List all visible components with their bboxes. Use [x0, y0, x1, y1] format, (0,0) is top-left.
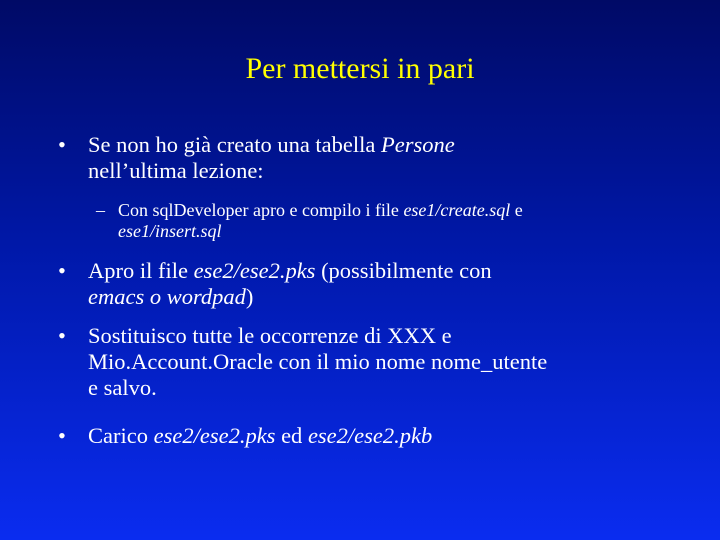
slide-title: Per mettersi in pari [245, 52, 475, 85]
bullet-marker: • [58, 132, 66, 157]
bullet-item-1 [58, 132, 455, 184]
bullet-marker: • [58, 258, 66, 283]
sub-bullet-text-italic: ese1/insert.sql [118, 221, 222, 241]
bullet-line [88, 158, 455, 184]
bullet-text: (possibilmente con [315, 258, 492, 283]
sub-bullet-text: e [510, 200, 523, 220]
bullet-line [88, 349, 547, 375]
sub-bullet-text: Con sqlDeveloper apro e compilo i file [118, 200, 404, 220]
bullet-item-2 [58, 258, 492, 310]
bullet-item-3 [58, 323, 548, 401]
bullet-text: Apro il file [88, 258, 194, 283]
bullet-marker: • [58, 423, 66, 448]
sub-bullet-line [118, 200, 523, 221]
bullet-text: Se non ho già creato una tabella [88, 132, 382, 157]
bullet-marker: • [58, 323, 66, 348]
sub-bullet-text-italic: ese1/create.sql [403, 200, 511, 220]
sub-bullet-item-1 [96, 200, 523, 242]
bullet-text: e salvo. [88, 375, 157, 400]
bullet-text: nell’ultima lezione: [88, 158, 264, 183]
bullet-line [88, 423, 432, 449]
bullet-item-4 [58, 423, 433, 449]
bullet-line [88, 132, 455, 158]
bullet-text-italic: ese2/ese2.pkb [307, 423, 433, 448]
bullet-text-italic: Persone [381, 132, 455, 157]
bullet-text: Carico [88, 423, 154, 448]
bullet-text-italic: emacs o wordpad [88, 284, 246, 309]
bullet-text: Mio.Account.Oracle con il mio nome nome_utente [88, 349, 548, 374]
sub-bullet-line [118, 221, 523, 242]
bullet-text: ed [275, 423, 308, 448]
bullet-text: ) [245, 284, 254, 309]
bullet-line [88, 284, 492, 310]
bullet-line [88, 323, 547, 349]
bullet-text: Sostituisco tutte le occorrenze di XXX e [88, 323, 452, 348]
bullet-text-italic: ese2/ese2.pks [193, 258, 316, 283]
bullet-text-italic: ese2/ese2.pks [153, 423, 276, 448]
bullet-line [88, 258, 492, 284]
bullet-line [88, 375, 547, 401]
sub-bullet-marker: – [96, 200, 105, 220]
